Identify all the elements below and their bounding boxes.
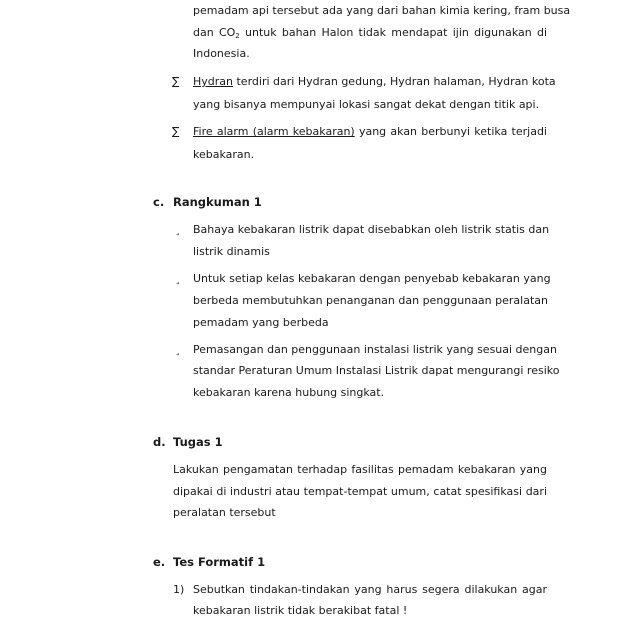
section-c-title: Rangkuman 1 [173, 195, 262, 209]
section-d-letter: d. [153, 435, 166, 449]
summary-2-line-3: pemadam yang berbeda [193, 316, 329, 329]
intro-line-1: pemadam api tersebut ada yang dari bahan kimia kering, fram busa [193, 4, 571, 17]
summary-1-line-1: Bahaya kebakaran listrik dapat disebabkan oleh listrik statis dan [193, 223, 550, 236]
hydran-line-2: yang bisanya mempunyai lokasi sangat dekat dengan titik api. [193, 98, 540, 111]
question-number: 1) [173, 583, 185, 596]
task-line-3: peralatan tersebut [173, 506, 276, 519]
hydran-term: Hydran [193, 75, 233, 88]
fire-alarm-line-1: Fire alarm (alarm kebakaran) yang akan berbunyi ketika terjadi [193, 125, 547, 138]
question-1-line-1: Sebutkan tindakan-tindakan yang harus segera dilakukan agar [193, 583, 547, 596]
check-bullet-icon: ¸ [175, 343, 181, 356]
fire-alarm-term: Fire alarm (alarm kebakaran) [193, 125, 355, 138]
summary-3-line-1: Pemasangan dan penggunaan instalasi listrik yang sesuai dengan [193, 343, 557, 356]
section-e-title: Tes Formatif 1 [173, 555, 266, 569]
hydran-line-1: Hydran terdiri dari Hydran gedung, Hydran halaman, Hydran kota [193, 75, 556, 88]
fire-alarm-line-2: kebakaran. [193, 148, 255, 161]
task-line-2: dipakai di industri atau tempat-tempat umum, catat spesifikasi dari [173, 485, 547, 498]
section-d-title: Tugas 1 [173, 435, 223, 449]
summary-3-line-2: standar Peraturan Umum Instalasi Listrik dapat mengurangi resiko [193, 364, 560, 377]
section-c-letter: c. [153, 195, 165, 209]
sigma-bullet-icon: ∑ [172, 75, 180, 88]
task-line-1: Lakukan pengamatan terhadap fasilitas pemadam kebakaran yang [173, 463, 547, 476]
section-e-letter: e. [153, 555, 166, 569]
summary-1-line-2: listrik dinamis [193, 245, 270, 258]
question-1-line-2: kebakaran listrik tidak berakibat fatal ! [193, 604, 408, 617]
summary-2-line-2: berbeda membutuhkan penanganan dan penggunaan peralatan [193, 294, 548, 307]
summary-2-line-1: Untuk setiap kelas kebakaran dengan penyebab kebakaran yang [193, 272, 551, 285]
check-bullet-icon: ¸ [175, 223, 181, 236]
sigma-bullet-icon: ∑ [172, 125, 180, 138]
intro-line-3: Indonesia. [193, 47, 250, 60]
intro-line-2: dan $CO_2$ untuk bahan Halon tidak mendapat ijin digunakan di [193, 26, 548, 40]
summary-3-line-3: kebakaran karena hubung singkat. [193, 386, 385, 399]
check-bullet-icon: ¸ [175, 272, 181, 285]
